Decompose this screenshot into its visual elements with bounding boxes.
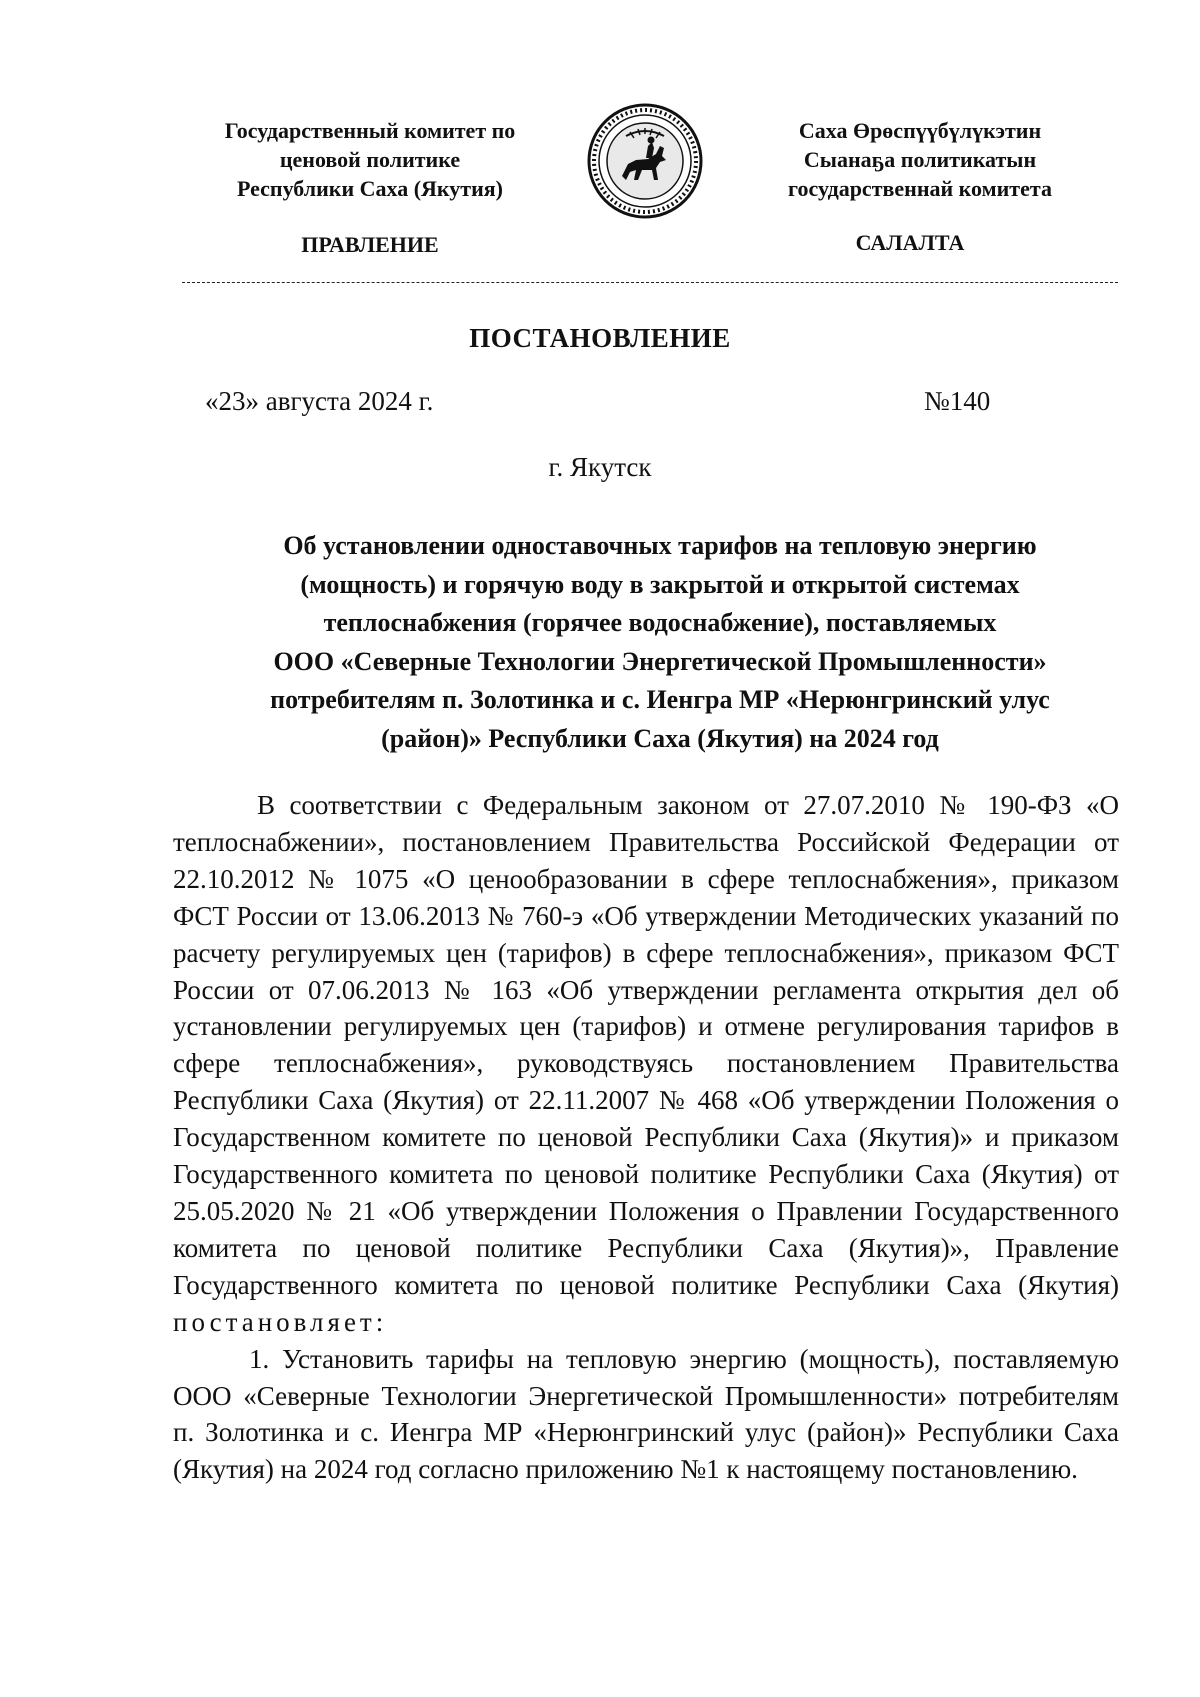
subject-line: Об установлении одноставочных тарифов на тепловую энергию: [283, 531, 1037, 560]
subject-line: потребителям п. Золотинка и с. Иенгра МР «Нерюнгринский улус: [270, 685, 1050, 715]
subject-line: (мощность) и горячую воду в закрытой и открытой системах: [300, 569, 1020, 599]
org-name-yakut: [740, 116, 1100, 203]
document-subject: [170, 527, 1150, 759]
board-label-russian: ПРАВЛЕНИЕ: [301, 232, 439, 257]
subject-line: ООО «Северные Технологии Энергетической Промышленности»: [273, 646, 1047, 676]
org-name-line: государственнай комитета: [788, 176, 1052, 201]
document-number: №140: [924, 386, 991, 416]
document-body: [173, 787, 1119, 1488]
org-name-russian: [170, 116, 570, 203]
header-divider: [182, 282, 1118, 283]
preamble-verb: постановляет:: [173, 1306, 388, 1337]
coat-of-arms-emblem: [586, 102, 704, 220]
item-1-paragraph: 1. Установить тарифы на тепловую энергию (мощность), поставляемую ООО «Северные Технологии Энергетической Промышленности» потребителям п. Золотинка и с. Иенгра МР «Нерюнгринский улус (район)» Республики Саха (Якутия) на 2024 год согласно приложению №1 к настоящему постановлению.: [173, 1343, 1119, 1485]
org-name-line: Государственный комитет по: [224, 118, 516, 143]
org-name-line: Республики Саха (Якутия): [236, 176, 504, 201]
board-label-yakut: САЛАЛТА: [855, 230, 965, 255]
org-name-line: Саха Өрөспүүбүлүкэтин: [798, 118, 1042, 143]
subject-line: (район)» Республики Саха (Якутия) на 2024 год: [381, 723, 939, 753]
org-name-line: Сыанаҕа политикатын: [803, 147, 1037, 172]
subject-line: теплоснабжения (горячее водоснабжение), поставляемых: [323, 608, 997, 638]
document-date: «23» августа 2024 г.: [205, 386, 434, 416]
document-type-title: ПОСТАНОВЛЕНИЕ: [469, 323, 731, 353]
document-city: г. Якутск: [548, 452, 652, 482]
preamble-paragraph: [173, 787, 1119, 1341]
org-name-line: ценовой политике: [279, 147, 461, 172]
preamble-text: В соответствии с Федеральным законом от 27.07.2010 № 190-ФЗ «О теплоснабжении», постановлением Правительства Российской Федерации от 22.10.2012 № 1075 «О ценообразовании в сфере теплоснабжения», приказом ФСТ России от 13.06.2013 № 760-э «Об утверждении Методических указаний по расчету регулируемых цен (тарифов) в сфере теплоснабжения», приказом ФСТ России от 07.06.2013 № 163 «Об утверждении регламента открытия дел об установлении регулируемых цен (тарифов) и отмене регулирования тарифов в сфере теплоснабжения», руководствуясь постановлением Правительства Республики Саха (Якутия) от 22.11.2007 № 468 «Об утверждении Положения о Государственном комитете по ценовой Республики Саха (Якутия)» и приказом Государственного комитета по ценовой политике Республики Саха (Якутия) от 25.05.2020 № 21 «Об утверждении Положения о Правлении Государственного комитета по ценовой политике Республики Саха (Якутия)», Правление Государственного комитета по ценовой политике Республики Саха (Якутия): [173, 790, 1119, 1300]
